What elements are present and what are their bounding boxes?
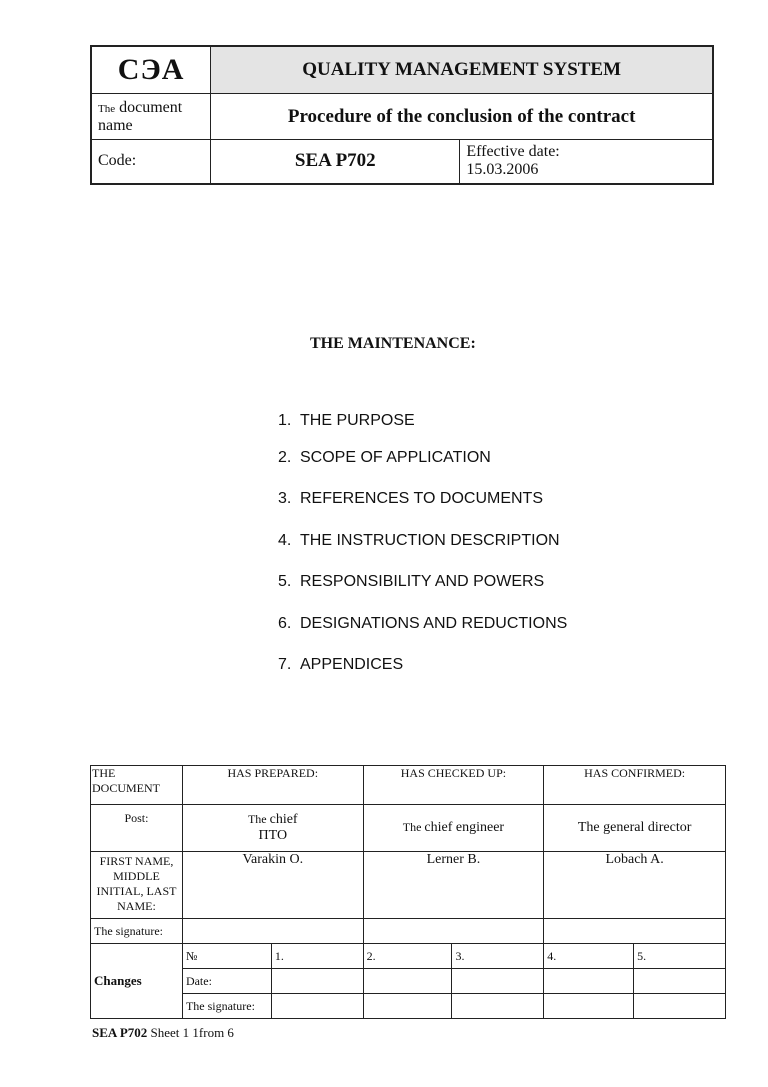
changes-date-label: Date: xyxy=(182,969,271,994)
signature-checked xyxy=(363,919,544,944)
name-prepared: Varakin O. xyxy=(182,852,363,919)
changes-cell xyxy=(544,969,634,994)
post-confirmed: The general director xyxy=(544,805,726,852)
changes-cell xyxy=(634,969,726,994)
code-value: SEA P702 xyxy=(211,140,460,184)
logo: СЭА xyxy=(91,46,211,94)
signature-confirmed xyxy=(544,919,726,944)
page-footer xyxy=(92,1025,234,1041)
procedure-title: Procedure of the conclusion of the contract xyxy=(211,94,713,140)
contents-item: 4. THE INSTRUCTION DESCRIPTION xyxy=(278,532,560,549)
changes-cell xyxy=(271,994,363,1019)
changes-cell xyxy=(634,994,726,1019)
header-table xyxy=(90,45,714,185)
post-checked: The chief engineer xyxy=(363,805,544,852)
changes-cell xyxy=(363,969,452,994)
changes-no-label: № xyxy=(182,944,271,969)
changes-cell xyxy=(452,969,544,994)
changes-col: 5. xyxy=(634,944,726,969)
changes-cell xyxy=(363,994,452,1019)
changes-col: 4. xyxy=(544,944,634,969)
name-checked: Lerner B. xyxy=(363,852,544,919)
checked-header: HAS CHECKED UP: xyxy=(363,766,544,805)
post-prepared: The chief ПТО xyxy=(182,805,363,852)
document-corner: THE DOCUMENT xyxy=(91,766,183,805)
signature-label: The signature: xyxy=(91,919,183,944)
name-label: FIRST NAME, MIDDLE INITIAL, LAST NAME: xyxy=(91,852,183,919)
changes-signature-label: The signature: xyxy=(182,994,271,1019)
changes-col: 2. xyxy=(363,944,452,969)
changes-cell xyxy=(452,994,544,1019)
signature-prepared xyxy=(182,919,363,944)
effective-date: Effective date: 15.03.2006 xyxy=(460,140,713,184)
code-label: Code: xyxy=(91,140,211,184)
contents-item: 2. SCOPE OF APPLICATION xyxy=(278,449,491,466)
name-confirmed: Lobach A. xyxy=(544,852,726,919)
changes-cell xyxy=(544,994,634,1019)
post-label: Post: xyxy=(91,805,183,852)
contents-item: 1. THE PURPOSE xyxy=(278,412,415,429)
system-title: QUALITY MANAGEMENT SYSTEM xyxy=(211,46,713,94)
doc-name-label: The document name xyxy=(91,94,211,140)
contents-item: 5. RESPONSIBILITY AND POWERS xyxy=(278,573,545,590)
contents-item: 7. APPENDICES xyxy=(278,656,404,673)
changes-label: Changes xyxy=(91,944,183,1019)
changes-col: 3. xyxy=(452,944,544,969)
contents-item: 6. DESIGNATIONS AND REDUCTIONS xyxy=(278,615,568,632)
contents-item: 3. REFERENCES TO DOCUMENTS xyxy=(278,490,543,507)
changes-col: 1. xyxy=(271,944,363,969)
confirmed-header: HAS CONFIRMED: xyxy=(544,766,726,805)
prepared-header: HAS PREPARED: xyxy=(182,766,363,805)
changes-cell xyxy=(271,969,363,994)
footer-sheet-text: 1 1from 6 xyxy=(182,1025,234,1040)
contents-title: THE MAINTENANCE: xyxy=(310,335,476,352)
footer-code: SEA P702 xyxy=(92,1025,148,1040)
approval-table xyxy=(90,765,726,1019)
footer-sheet-label: Sheet xyxy=(150,1025,180,1040)
